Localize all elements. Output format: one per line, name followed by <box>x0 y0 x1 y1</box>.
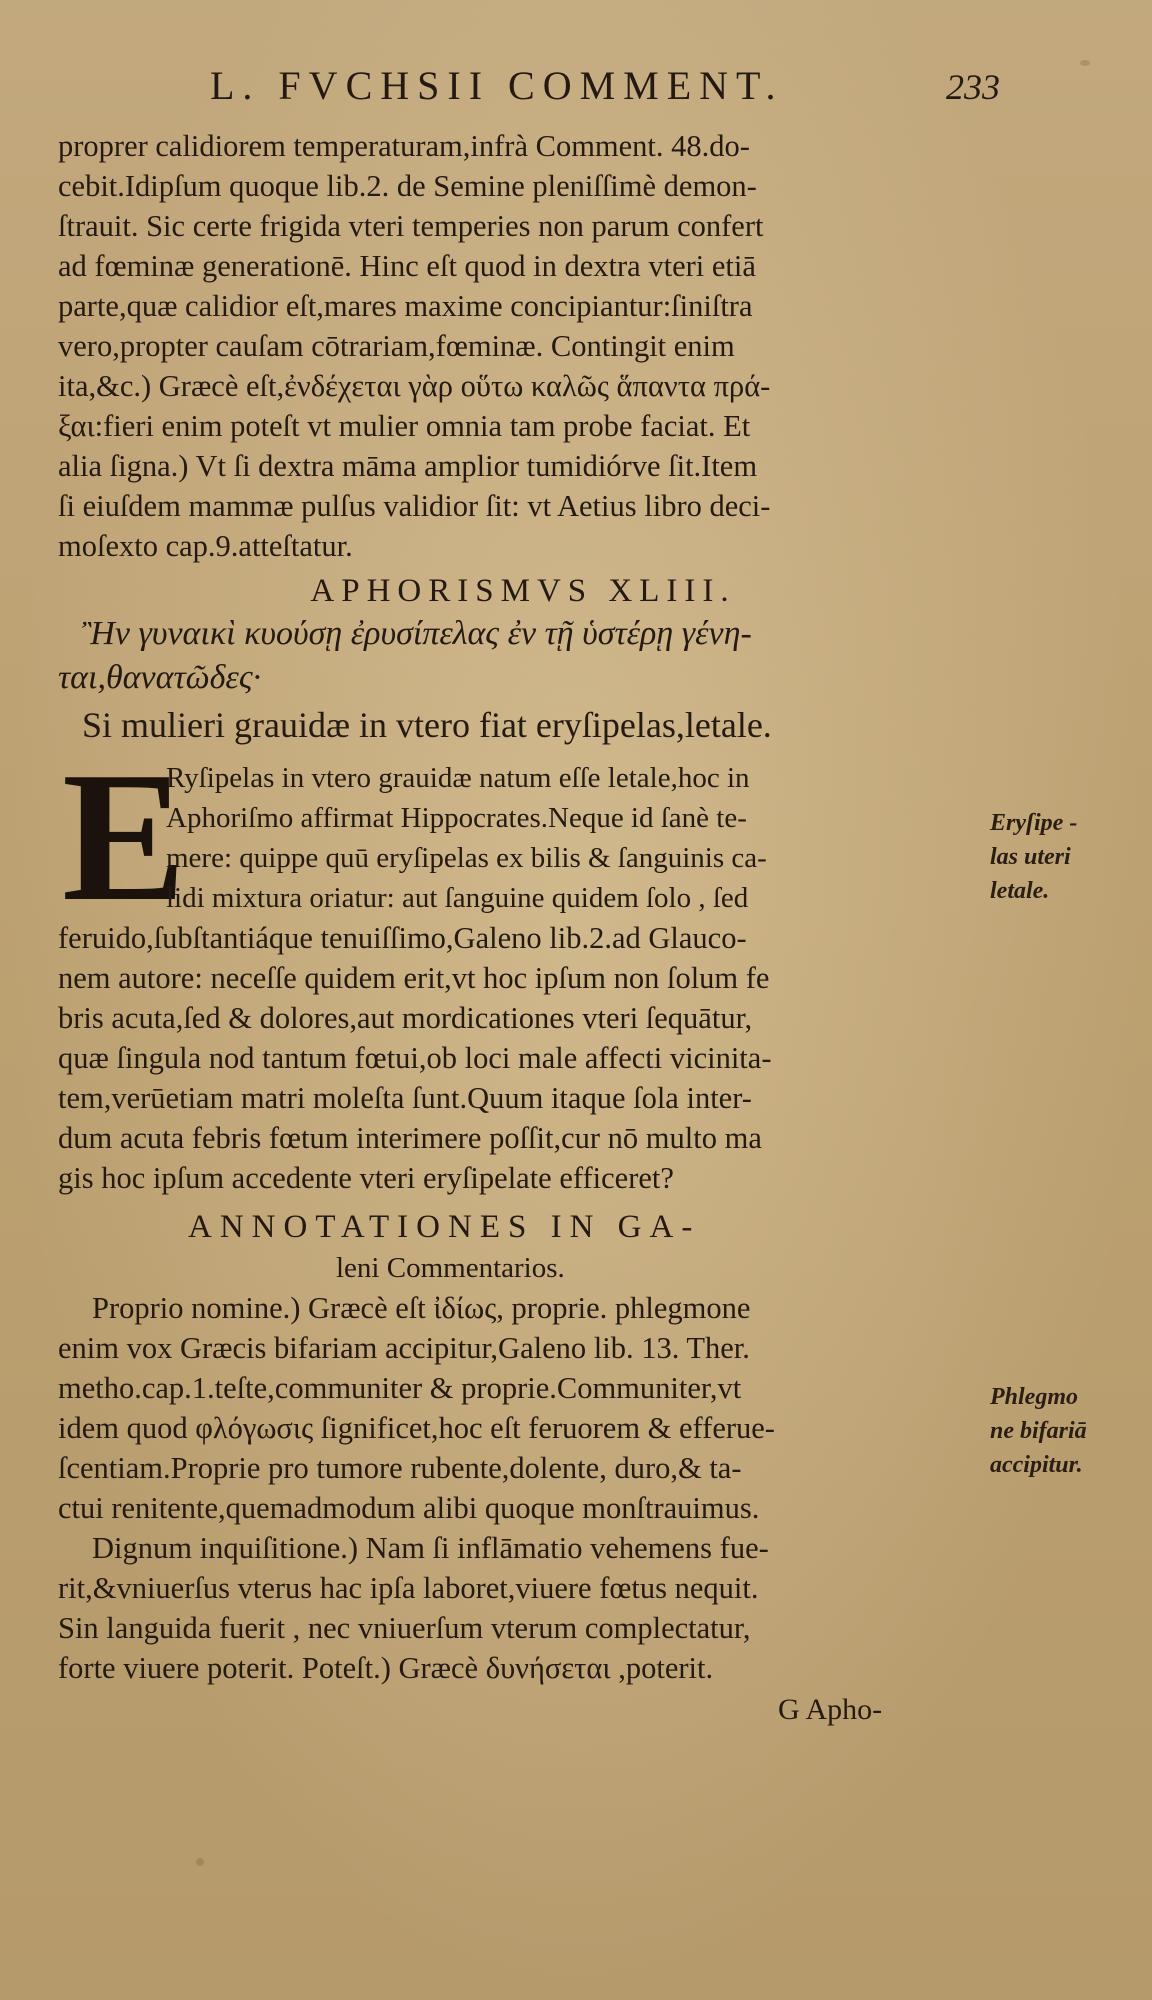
margin-note-line: accipitur. <box>990 1452 1083 1478</box>
margin-note-phlegmone <box>990 1380 1087 1482</box>
margin-note-erysipelas <box>990 806 1077 908</box>
text-line: mere: quippe quū eryſipelas ex bilis & ſanguinis ca- <box>166 842 767 874</box>
text-line: vero,propter cauſam cōtrariam,fœminæ. Contingit enim <box>58 329 735 363</box>
text-line: tem,verūetiam matri moleſta ſunt.Quum itaque ſola inter- <box>58 1081 752 1115</box>
text-line: moſexto cap.9.atteſtatur. <box>58 529 353 563</box>
text-line: quæ ſingula nod tantum fœtui,ob loci male affecti vicinita- <box>58 1041 772 1075</box>
text-line: feruido,ſubſtantiáque tenuiſſimo,Galeno lib.2.ad Glauco- <box>58 921 747 955</box>
margin-note-line: las uteri <box>990 844 1071 870</box>
text-line: rit,&vniuerſus vterus hac ipſa laboret,viuere fœtus nequit. <box>58 1571 759 1605</box>
margin-note-line: Phlegmo <box>990 1384 1078 1410</box>
page-header <box>0 62 1152 122</box>
text-line: ſtrauit. Sic certe frigida vteri temperies non parum confert <box>58 209 764 243</box>
margin-note-line: Eryſipe - <box>990 810 1078 836</box>
latin-aphorism: Si mulieri grauidæ in vtero fiat eryſipelas,letale. <box>82 705 772 745</box>
text-line: forte viuere poterit. Poteſt.) Græcè δυνήσεται ,poterit. <box>58 1651 714 1685</box>
drop-cap-initial: E <box>62 734 187 940</box>
text-line: gis hoc ipſum accedente vteri eryſipelate efficeret? <box>58 1161 674 1195</box>
text-line: metho.cap.1.teſte,communiter & proprie.Communiter,vt <box>58 1371 742 1405</box>
running-head: L. FVCHSII COMMENT. <box>210 63 784 108</box>
aphorism-heading: APHORISMVS XLIII. <box>310 573 736 609</box>
text-line: dum acuta febris fœtum interimere poſſit,cur nō multo ma <box>58 1121 762 1155</box>
greek-text-line: Ἢν γυναικὶ κυούσῃ ἐρυσίπελας ἐν τῇ ὑστέρῃ γένη- <box>82 615 752 652</box>
catchword: G Apho- <box>778 1693 883 1726</box>
text-line: alia ſigna.) Vt ſi dextra māma amplior tumidiórve ſit.Item <box>58 449 758 483</box>
text-line: Aphoriſmo affirmat Hippocrates.Neque id ſanè te- <box>166 802 747 834</box>
main-text <box>58 126 988 1732</box>
margin-note-line: letale. <box>990 878 1050 904</box>
text-line: idem quod φλόγωσις ſignificet,hoc eſt feruorem & efferue- <box>58 1411 775 1445</box>
text-line: ξαι:fieri enim poteſt vt mulier omnia tam probe faciat. Et <box>58 409 751 443</box>
text-line: ctui renitente,quemadmodum alibi quoque monſtrauimus. <box>58 1491 760 1525</box>
text-line: proprer calidiorem temperaturam,infrà Comment. 48.do- <box>58 129 750 163</box>
text-line: nem autore: neceſſe quidem erit,vt hoc ipſum non ſolum fe <box>58 961 770 995</box>
margin-note-line: ne bifariā <box>990 1418 1087 1444</box>
ink-spot <box>196 1858 204 1866</box>
text-line: lidi mixtura oriatur: aut ſanguine quidem ſolo , ſed <box>166 882 749 914</box>
annotations-subheading: leni Commentarios. <box>336 1252 565 1284</box>
text-line: ita,&c.) Græcè eſt,ἐνδέχεται γὰρ οὕτω καλῶς ἅπαντα πρά- <box>58 369 771 403</box>
text-line: enim vox Græcis bifariam accipitur,Galeno lib. 13. Ther. <box>58 1331 750 1365</box>
text-line: Ryſipelas in vtero grauidæ natum eſſe letale,hoc in <box>166 762 750 794</box>
text-line: ad fœminæ generationē. Hinc eſt quod in dextra vteri etiā <box>58 249 756 283</box>
text-line: cebit.Idipſum quoque lib.2. de Semine pleniſſimè demon- <box>58 169 757 203</box>
page-number: 233 <box>946 67 1000 107</box>
greek-text-line: ται,θανατῶδες· <box>58 659 262 696</box>
text-line: Dignum inquiſitione.) Nam ſi inflāmatio vehemens fue- <box>92 1531 769 1565</box>
text-line: Proprio nomine.) Græcè eſt ἰδίως, proprie. phlegmone <box>92 1291 751 1325</box>
text-line: Sin languida fuerit , nec vniuerſum vterum complectatur, <box>58 1611 751 1645</box>
text-line: ſcentiam.Proprie pro tumore rubente,dolente, duro,& ta- <box>58 1451 742 1485</box>
annotations-heading: ANNOTATIONES IN GA- <box>188 1209 701 1245</box>
text-line: bris acuta,ſed & dolores,aut mordicationes vteri ſequātur, <box>58 1001 753 1035</box>
text-line: parte,quæ calidior eſt,mares maxime concipiantur:ſiniſtra <box>58 289 753 323</box>
text-line: ſi eiuſdem mammæ pulſus validior ſit: vt Aetius libro deci- <box>58 489 771 523</box>
